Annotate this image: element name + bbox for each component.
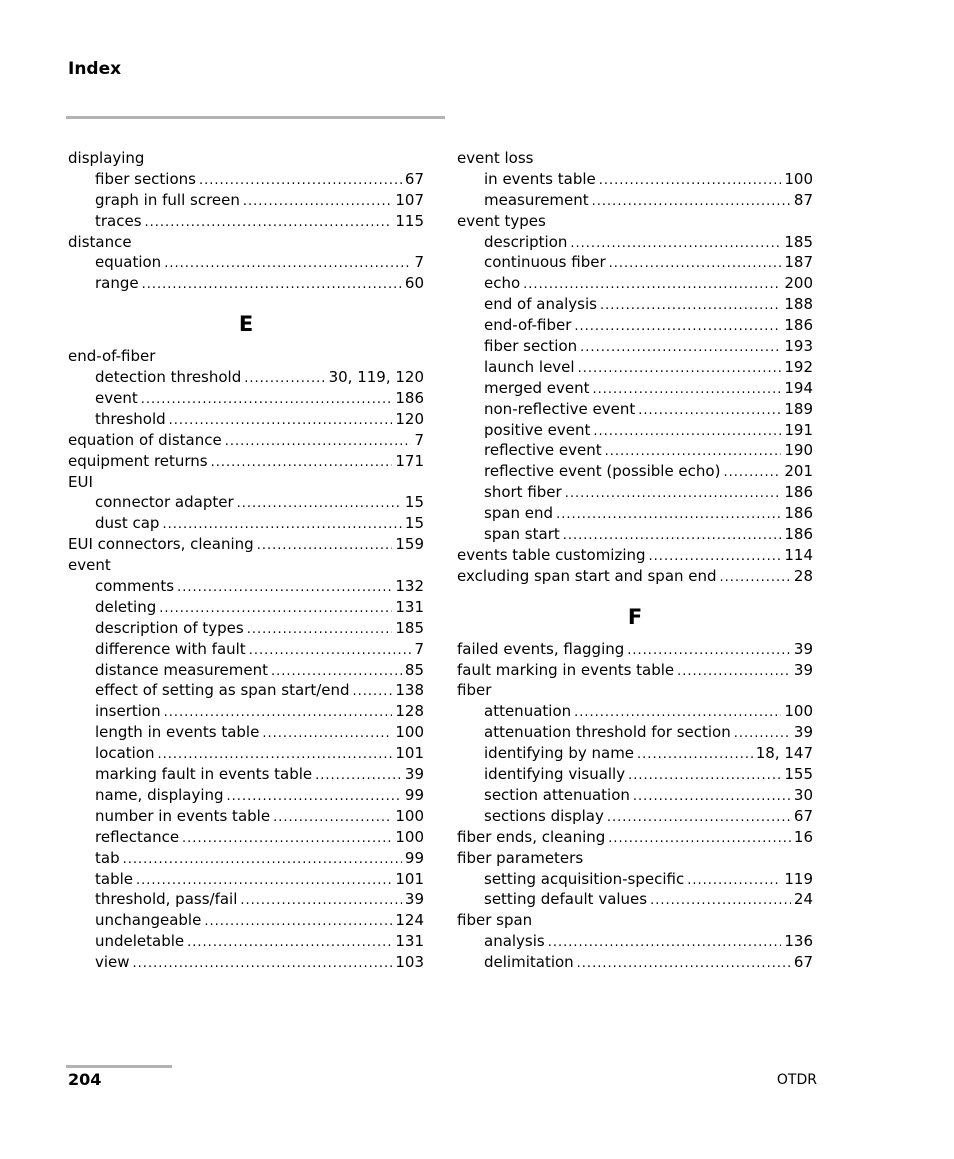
index-term: view <box>95 953 130 972</box>
dot-leader <box>240 891 402 912</box>
index-subentry <box>457 336 813 357</box>
dot-leader <box>182 829 392 850</box>
dot-leader <box>720 568 791 589</box>
page-reference: 67 <box>404 169 424 188</box>
index-column-right <box>457 148 813 973</box>
page-reference: 193 <box>784 337 813 356</box>
dot-leader <box>723 463 781 484</box>
index-term: effect of setting as span start/end <box>95 681 350 700</box>
index-term: number in events table <box>95 806 271 825</box>
index-term: non-reflective event <box>484 399 636 418</box>
index-term: continuous fiber <box>484 253 606 272</box>
index-term: reflective event <box>484 441 602 460</box>
index-subentry <box>457 869 813 890</box>
dot-leader <box>574 703 781 724</box>
section-letter: F <box>627 604 643 629</box>
dot-leader <box>600 296 781 317</box>
dot-leader <box>353 682 393 703</box>
page-reference: 159 <box>395 535 424 554</box>
index-subentry <box>68 409 424 430</box>
page-reference: 128 <box>395 702 424 721</box>
index-entry <box>68 472 424 493</box>
index-entry <box>457 827 813 848</box>
index-subentry <box>457 420 813 441</box>
index-subentry <box>457 169 813 190</box>
dot-leader <box>273 808 392 829</box>
dot-leader <box>145 213 393 234</box>
page-reference: 200 <box>784 274 813 293</box>
dot-leader <box>593 422 781 443</box>
index-term: range <box>95 274 139 293</box>
dot-leader <box>162 515 401 536</box>
index-term: detection threshold <box>95 368 242 387</box>
index-subentry <box>68 806 424 827</box>
index-term: fiber <box>457 681 492 700</box>
index-term: equipment returns <box>68 451 208 470</box>
page-reference: 131 <box>395 597 424 616</box>
dot-leader <box>211 453 393 474</box>
page-reference: 100 <box>395 806 424 825</box>
page-reference: 194 <box>784 378 813 397</box>
index-entry <box>457 545 813 566</box>
index-term: event <box>68 556 111 575</box>
index-term: end-of-fiber <box>484 316 572 335</box>
product-name: OTDR <box>776 1072 817 1088</box>
index-subentry <box>68 273 424 294</box>
page-reference: 39 <box>793 723 813 742</box>
page-reference: 120 <box>395 409 424 428</box>
index-subentry <box>457 524 813 545</box>
dot-leader <box>574 317 781 338</box>
page-reference: 171 <box>395 451 424 470</box>
index-term: attenuation <box>484 702 572 721</box>
index-term: attenuation threshold for section <box>484 723 731 742</box>
dot-leader <box>649 547 782 568</box>
page-reference: 100 <box>784 702 813 721</box>
dot-leader <box>164 254 411 275</box>
index-subentry <box>68 597 424 618</box>
section-letter: E <box>238 312 254 337</box>
index-term: echo <box>484 274 521 293</box>
index-term: positive event <box>484 420 591 439</box>
dot-leader <box>177 578 392 599</box>
index-subentry <box>68 680 424 701</box>
index-subentry <box>457 931 813 952</box>
index-subentry <box>68 513 424 534</box>
dot-leader <box>592 192 791 213</box>
page-reference: 100 <box>784 169 813 188</box>
index-entry <box>457 660 813 681</box>
page-reference: 39 <box>793 660 813 679</box>
index-term: section attenuation <box>484 785 630 804</box>
page-reference: 187 <box>784 253 813 272</box>
dot-leader <box>677 662 791 683</box>
index-subentry <box>68 889 424 910</box>
page-reference: 124 <box>395 911 424 930</box>
index-term: in events table <box>484 169 596 188</box>
index-entry <box>68 232 424 253</box>
dot-leader <box>159 599 392 620</box>
page-reference: 191 <box>784 420 813 439</box>
dot-leader <box>650 891 791 912</box>
dot-leader <box>637 745 753 766</box>
index-subentry <box>457 232 813 253</box>
index-subentry <box>457 378 813 399</box>
page-reference: 15 <box>404 493 424 512</box>
index-subentry <box>68 952 424 973</box>
dot-leader <box>164 703 393 724</box>
index-column-left <box>68 148 424 973</box>
page-reference: 16 <box>793 827 813 846</box>
index-subentry <box>457 399 813 420</box>
index-subentry <box>68 910 424 931</box>
index-subentry <box>68 764 424 785</box>
dot-leader <box>608 829 791 850</box>
page-reference: 136 <box>784 932 813 951</box>
page-reference: 188 <box>784 295 813 314</box>
dot-leader <box>565 484 782 505</box>
index-subentry <box>457 806 813 827</box>
index-term: sections display <box>484 806 604 825</box>
dot-leader <box>142 275 402 296</box>
index-term: launch level <box>484 357 575 376</box>
index-term: measurement <box>484 190 589 209</box>
page-reference: 115 <box>395 211 424 230</box>
page-reference: 28 <box>793 566 813 585</box>
index-term: deleting <box>95 597 157 616</box>
page-reference: 186 <box>784 504 813 523</box>
page-reference: 24 <box>793 890 813 909</box>
index-term: undeletable <box>95 932 185 951</box>
index-term: fiber parameters <box>457 848 584 867</box>
page-reference: 30, 119, 120 <box>328 368 424 387</box>
page-reference: 100 <box>395 827 424 846</box>
index-subentry <box>68 492 424 513</box>
index-term: setting acquisition-specific <box>484 869 685 888</box>
dot-leader <box>271 662 402 683</box>
index-term: fiber sections <box>95 169 196 188</box>
page-reference: 39 <box>793 639 813 658</box>
index-entry <box>457 680 813 701</box>
index-subentry <box>457 722 813 743</box>
index-term: excluding span start and span end <box>457 566 717 585</box>
page-reference: 7 <box>414 639 424 658</box>
index-entry <box>457 148 813 169</box>
index-subentry <box>457 294 813 315</box>
page-reference: 201 <box>784 462 813 481</box>
dot-leader <box>687 871 781 892</box>
index-term: span end <box>484 504 554 523</box>
dot-leader <box>734 724 791 745</box>
index-subentry <box>457 785 813 806</box>
index-subentry <box>68 576 424 597</box>
dot-leader <box>577 954 791 975</box>
page-reference: 190 <box>784 441 813 460</box>
page-reference: 100 <box>395 723 424 742</box>
index-entry <box>457 211 813 232</box>
dot-leader <box>237 494 402 515</box>
index-term: traces <box>95 211 142 230</box>
index-term: event <box>95 389 138 408</box>
index-term: table <box>95 869 133 888</box>
page-reference: 85 <box>404 660 424 679</box>
dot-leader <box>199 171 402 192</box>
dot-leader <box>204 912 392 933</box>
dot-leader <box>141 390 393 411</box>
index-entry <box>457 848 813 869</box>
index-subentry <box>457 315 813 336</box>
page-reference: 30 <box>793 785 813 804</box>
dot-leader <box>123 850 402 871</box>
index-term: EUI <box>68 472 93 491</box>
page-reference: 186 <box>395 389 424 408</box>
page-reference: 185 <box>784 232 813 251</box>
page-reference: 186 <box>784 483 813 502</box>
dot-leader <box>315 766 402 787</box>
index-entry <box>68 534 424 555</box>
dot-leader <box>599 171 782 192</box>
index-subentry <box>68 743 424 764</box>
page-reference: 67 <box>793 953 813 972</box>
page-reference: 155 <box>784 765 813 784</box>
index-term: identifying by name <box>484 744 635 763</box>
index-term: description of types <box>95 618 244 637</box>
dot-leader <box>638 401 781 422</box>
page-reference: 192 <box>784 357 813 376</box>
index-entry <box>68 451 424 472</box>
page-reference: 99 <box>404 848 424 867</box>
index-subentry <box>68 252 424 273</box>
index-term: analysis <box>484 932 545 951</box>
dot-leader <box>247 620 393 641</box>
index-term: insertion <box>95 702 161 721</box>
dot-leader <box>227 787 402 808</box>
index-subentry <box>68 701 424 722</box>
page-reference: 107 <box>395 190 424 209</box>
index-subentry <box>68 367 424 388</box>
index-subentry <box>457 190 813 211</box>
page-reference: 60 <box>404 274 424 293</box>
header-rule <box>66 116 445 119</box>
index-term: merged event <box>484 378 590 397</box>
index-term: tab <box>95 848 120 867</box>
dot-leader <box>187 933 392 954</box>
index-subentry <box>68 785 424 806</box>
index-term: distance <box>68 232 132 251</box>
page-reference: 7 <box>414 430 424 449</box>
dot-leader <box>609 254 782 275</box>
index-subentry <box>68 931 424 952</box>
index-term: events table customizing <box>457 545 646 564</box>
index-term: failed events, flagging <box>457 639 625 658</box>
index-term: end-of-fiber <box>68 347 156 366</box>
dot-leader <box>556 505 781 526</box>
dot-leader <box>523 275 781 296</box>
index-term: span start <box>484 525 560 544</box>
dot-leader <box>225 432 412 453</box>
index-subentry <box>457 889 813 910</box>
index-term: event loss <box>457 149 534 167</box>
index-term: setting default values <box>484 890 648 909</box>
index-subentry <box>68 639 424 660</box>
index-subentry <box>68 211 424 232</box>
index-term: identifying visually <box>484 765 626 784</box>
page-reference: 67 <box>793 806 813 825</box>
index-term: comments <box>95 577 175 596</box>
index-subentry <box>68 190 424 211</box>
dot-leader <box>580 338 781 359</box>
dot-leader <box>169 411 393 432</box>
page-reference: 101 <box>395 744 424 763</box>
index-subentry <box>457 252 813 273</box>
index-subentry <box>457 357 813 378</box>
index-subentry <box>68 388 424 409</box>
index-term: marking fault in events table <box>95 765 313 784</box>
index-subentry <box>68 848 424 869</box>
page-reference: 131 <box>395 932 424 951</box>
index-term: graph in full screen <box>95 190 240 209</box>
page-reference: 132 <box>395 577 424 596</box>
page-reference: 114 <box>784 545 813 564</box>
index-entry <box>68 555 424 576</box>
index-entry <box>68 430 424 451</box>
index-term: distance measurement <box>95 660 268 679</box>
index-subentry <box>457 273 813 294</box>
page-reference: 185 <box>395 618 424 637</box>
index-term: unchangeable <box>95 911 202 930</box>
index-term: reflective event (possible echo) <box>484 462 721 481</box>
index-entry <box>457 566 813 587</box>
dot-leader <box>262 724 392 745</box>
index-term: name, displaying <box>95 785 224 804</box>
index-term: displaying <box>68 149 145 167</box>
index-term: reflectance <box>95 827 180 846</box>
index-term: fiber section <box>484 337 578 356</box>
index-term: short fiber <box>484 483 562 502</box>
index-subentry <box>457 482 813 503</box>
dot-leader <box>628 766 781 787</box>
dot-leader <box>563 526 782 547</box>
index-term: location <box>95 744 155 763</box>
index-subentry <box>68 869 424 890</box>
dot-leader <box>136 871 392 892</box>
index-subentry <box>68 169 424 190</box>
dot-leader <box>570 234 781 255</box>
index-term: threshold, pass/fail <box>95 890 238 909</box>
page-reference: 87 <box>793 190 813 209</box>
index-term: equation of distance <box>68 430 222 449</box>
index-term: dust cap <box>95 514 160 533</box>
index-term: end of analysis <box>484 295 597 314</box>
dot-leader <box>548 933 782 954</box>
index-term: fault marking in events table <box>457 660 675 679</box>
dot-leader <box>627 641 791 662</box>
dot-leader <box>593 380 782 401</box>
dot-leader <box>257 536 393 557</box>
dot-leader <box>158 745 393 766</box>
index-subentry <box>68 618 424 639</box>
index-term: EUI connectors, cleaning <box>68 535 254 554</box>
dot-leader <box>243 192 392 213</box>
index-subentry <box>457 743 813 764</box>
index-subentry <box>68 660 424 681</box>
dot-leader <box>633 787 791 808</box>
index-subentry <box>457 440 813 461</box>
page-reference: 189 <box>784 399 813 418</box>
page-reference: 101 <box>395 869 424 888</box>
index-term: equation <box>95 253 162 272</box>
page-reference: 39 <box>404 890 424 909</box>
index-term: connector adapter <box>95 493 234 512</box>
page-reference: 39 <box>404 765 424 784</box>
index-subentry <box>68 827 424 848</box>
index-term: delimitation <box>484 953 574 972</box>
index-subentry <box>457 764 813 785</box>
dot-leader <box>244 369 325 390</box>
page-number: 204 <box>68 1070 102 1089</box>
index-entry <box>457 910 813 931</box>
page-reference: 103 <box>395 953 424 972</box>
page-reference: 138 <box>395 681 424 700</box>
page-reference: 15 <box>404 514 424 533</box>
index-term: length in events table <box>95 723 260 742</box>
dot-leader <box>578 359 782 380</box>
index-term: threshold <box>95 409 166 428</box>
index-term: difference with fault <box>95 639 246 658</box>
dot-leader <box>133 954 393 975</box>
dot-leader <box>605 442 782 463</box>
index-subentry <box>457 952 813 973</box>
index-subentry <box>457 503 813 524</box>
page-reference: 186 <box>784 316 813 335</box>
index-entry <box>68 148 424 169</box>
page-reference: 18, 147 <box>755 744 813 763</box>
index-subentry <box>68 722 424 743</box>
page-reference: 99 <box>404 785 424 804</box>
dot-leader <box>249 641 412 662</box>
index-subentry <box>457 461 813 482</box>
page-reference: 186 <box>784 525 813 544</box>
index-term: fiber span <box>457 911 533 930</box>
page-reference: 7 <box>414 253 424 272</box>
index-term: event types <box>457 211 546 230</box>
page-header-title: Index <box>68 59 122 79</box>
page-reference: 119 <box>784 869 813 888</box>
dot-leader <box>607 808 791 829</box>
index-subentry <box>457 701 813 722</box>
index-term: fiber ends, cleaning <box>457 827 606 846</box>
index-term: description <box>484 232 568 251</box>
